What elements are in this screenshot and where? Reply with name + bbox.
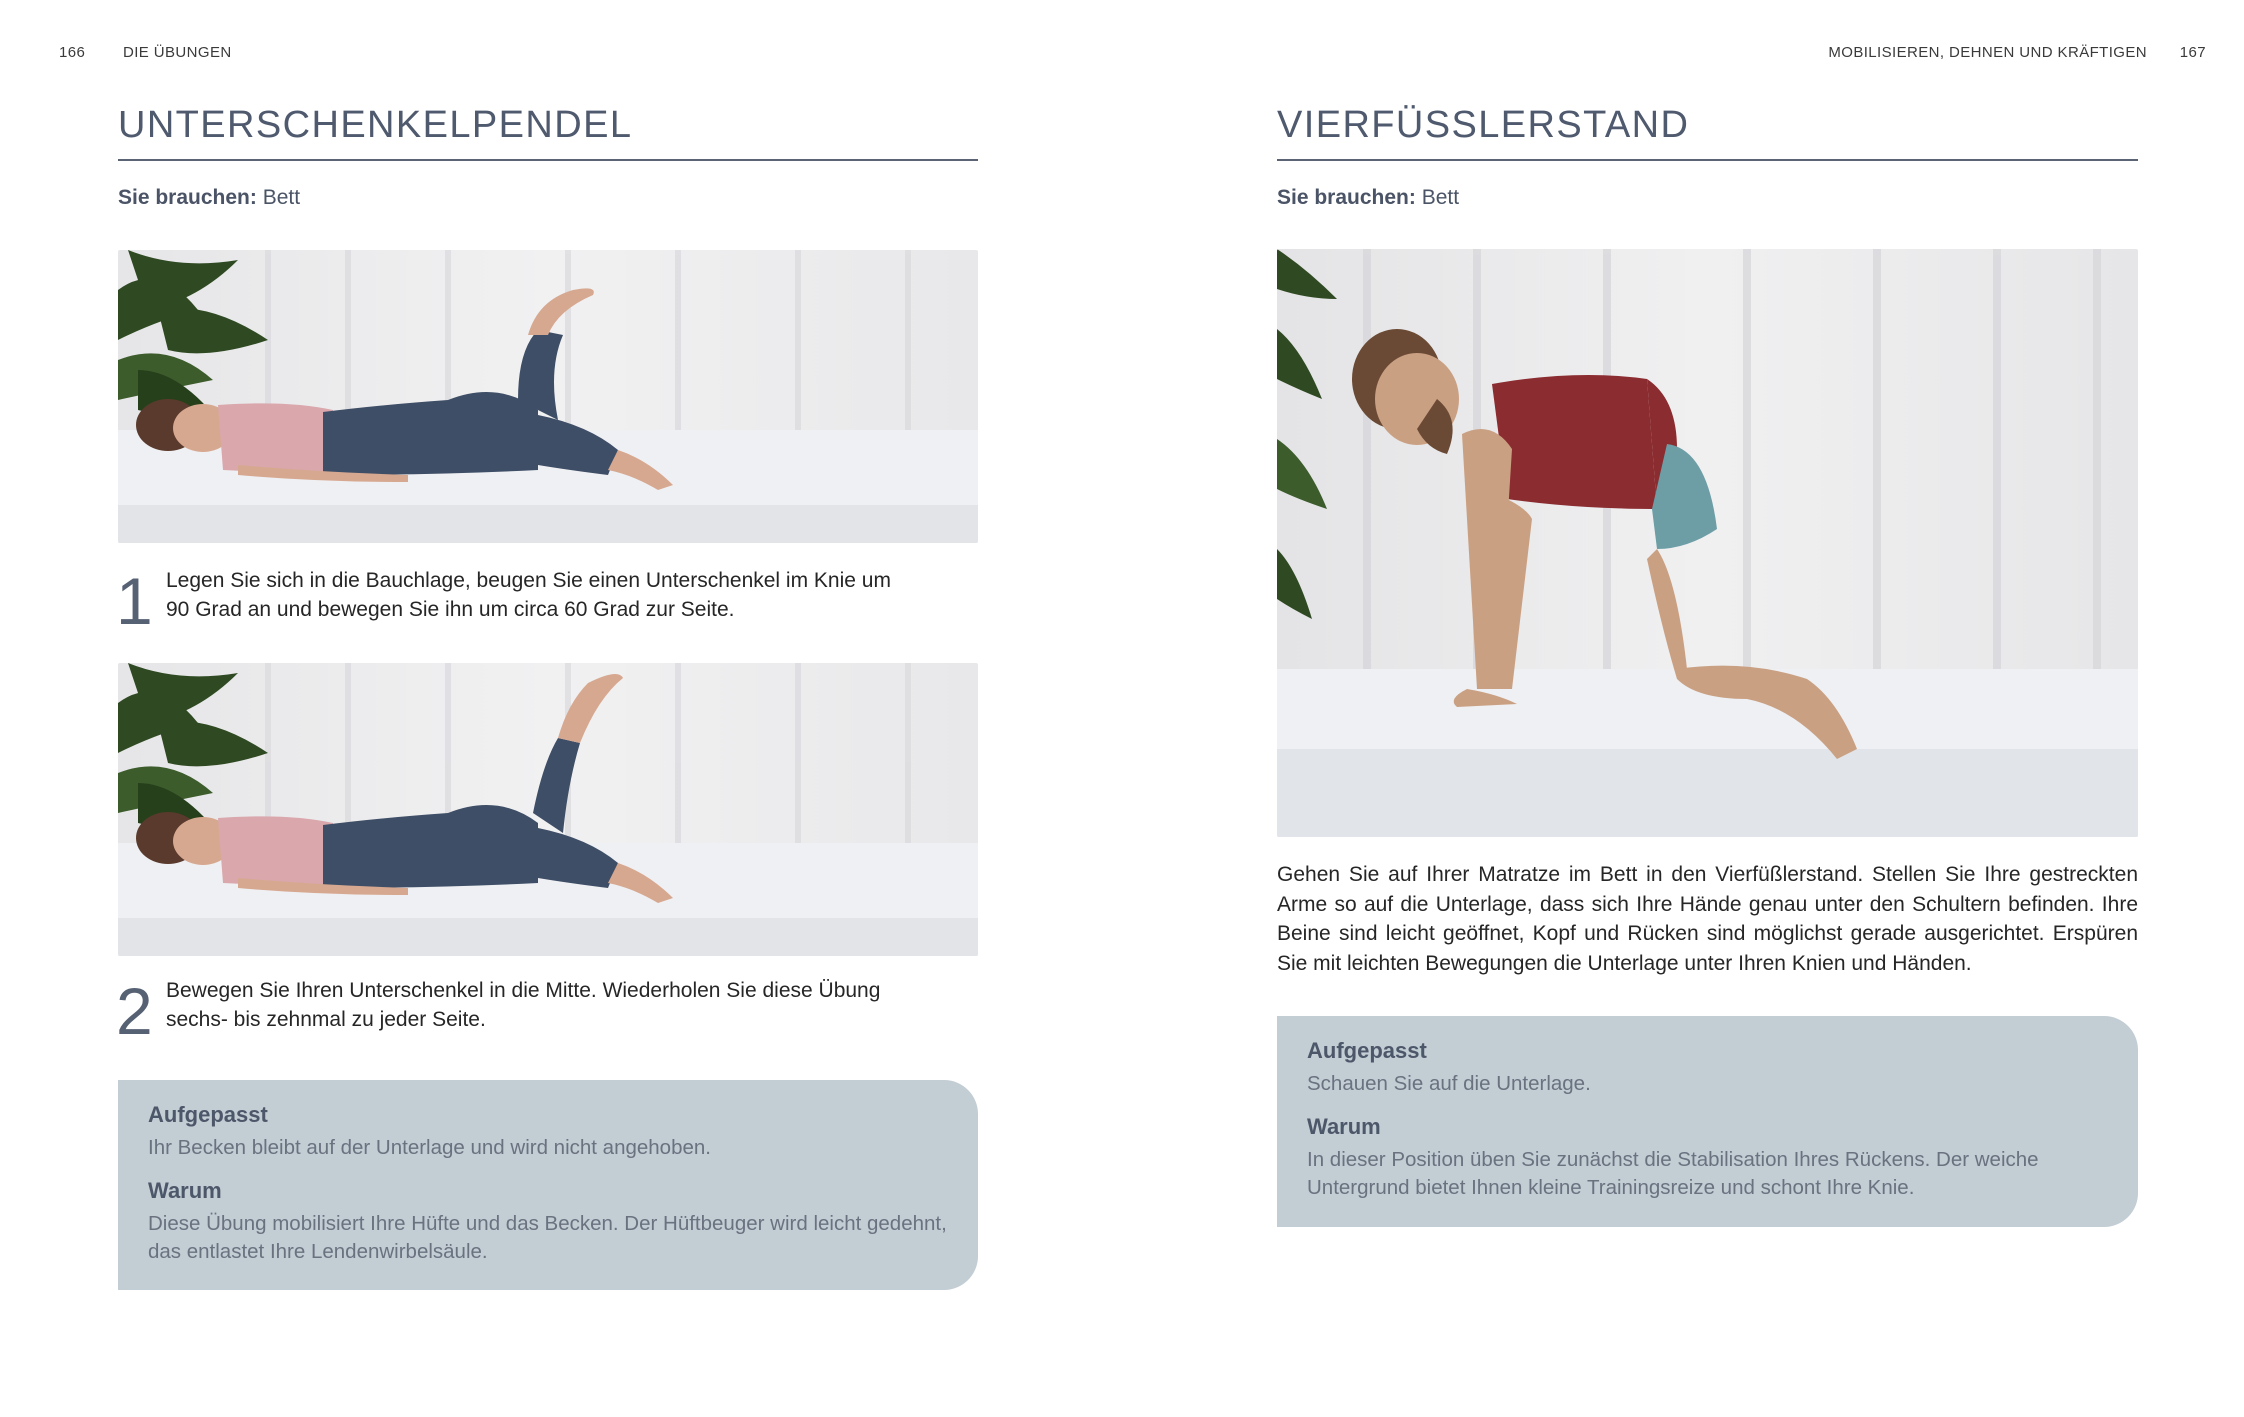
exercise-photo-step2 xyxy=(118,663,978,956)
page-number-left: 166 xyxy=(59,44,86,61)
needs-label: Sie brauchen: xyxy=(1277,186,1416,209)
needs-value: Bett xyxy=(1421,186,1460,209)
exercise-photo-step1 xyxy=(118,250,978,543)
title-rule-right xyxy=(1277,159,2138,161)
exercise-title-left: UNTERSCHENKELPENDEL xyxy=(118,104,633,146)
step-number-2: 2 xyxy=(116,974,153,1048)
step-text-2-line1: Bewegen Sie Ihren Unterschenkel in die Mitte. Wiederholen Sie diese Übung xyxy=(166,979,881,1002)
instruction-text: Gehen Sie auf Ihrer Matratze im Bett in den Vierfüßlerstand. Stellen Sie Ihre gestreckten Arme so auf die Unterlage, dass sich Ihre Hände genau unter den Schultern befinden. Ihre Beine sind leicht geöffnet, Kopf und Rücken sind möglichst gerade ausgerichtet. Erspüren Sie mit leichten Bewegungen die Unterlage unter Ihren Knien und Händen. xyxy=(1277,863,2138,975)
tip-heading-warum: Warum xyxy=(148,1178,222,1203)
needs-right xyxy=(1277,186,1459,210)
running-head-left: DIE ÜBUNGEN xyxy=(123,44,232,61)
tip-text-aufgepasst: Ihr Becken bleibt auf der Unterlage und wird nicht angehoben. xyxy=(148,1136,711,1159)
step-text-1-line1: Legen Sie sich in die Bauchlage, beugen Sie einen Unterschenkel im Knie um xyxy=(166,569,891,592)
step-text-1-line2: 90 Grad an und bewegen Sie ihn um circa 60 Grad zur Seite. xyxy=(166,598,735,621)
running-head-right: MOBILISIEREN, DEHNEN UND KRÄFTIGEN xyxy=(1828,44,2147,61)
exercise-title-right: VIERFÜSSLERSTAND xyxy=(1277,104,1690,146)
needs-value: Bett xyxy=(262,186,301,209)
exercise-photo-vierfuesslerstand xyxy=(1277,249,2138,837)
needs-left xyxy=(118,186,300,210)
tip-text-warum: Diese Übung mobilisiert Ihre Hüfte und das Becken. Der Hüftbeuger wird leicht gedehnt, das entlastet Ihre Lendenwirbelsäule. xyxy=(148,1212,947,1263)
tip-box-left xyxy=(118,1080,978,1290)
tip-box-right xyxy=(1277,1016,2138,1227)
step-text-1 xyxy=(166,566,966,624)
title-rule-left xyxy=(118,159,978,161)
step-text-2 xyxy=(166,976,966,1034)
tip-text-warum: In dieser Position üben Sie zunächst die Stabilisation Ihres Rückens. Der weiche Untergrund bietet Ihnen kleine Trainingsreize und schont Ihre Knie. xyxy=(1307,1148,2039,1199)
step-text-2-line2: sechs- bis zehnmal zu jeder Seite. xyxy=(166,1008,486,1031)
tip-text-aufgepasst: Schauen Sie auf die Unterlage. xyxy=(1307,1072,1591,1095)
needs-label: Sie brauchen: xyxy=(118,186,257,209)
tip-heading-warum: Warum xyxy=(1307,1114,1381,1139)
tip-heading-aufgepasst: Aufgepasst xyxy=(148,1102,268,1127)
step-number-1: 1 xyxy=(116,564,153,638)
tip-heading-aufgepasst: Aufgepasst xyxy=(1307,1038,1427,1063)
page-number-right: 167 xyxy=(2179,44,2206,61)
